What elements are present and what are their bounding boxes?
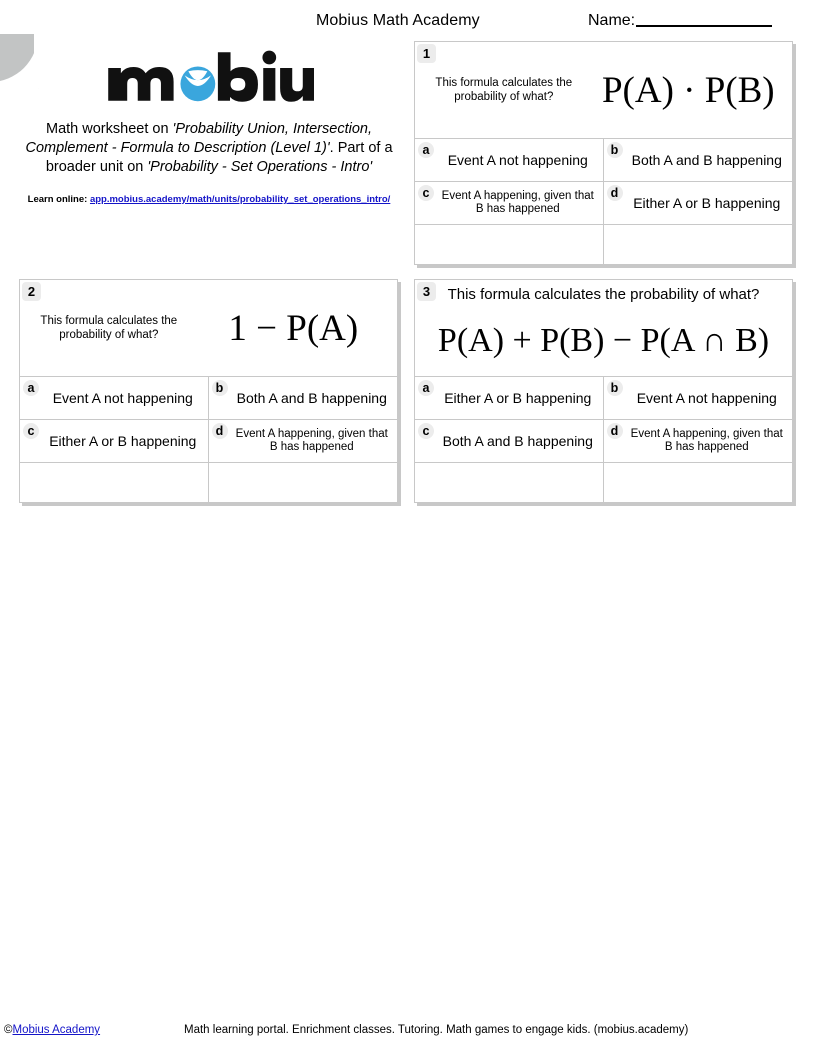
footer-tagline: Math learning portal. Enrichment classes. Tutoring. Math games to engage kids. (mobius.academy): [184, 1024, 689, 1036]
answer-option-a[interactable]: [20, 377, 209, 420]
answer-blank-cell-right: [209, 463, 398, 503]
question-number-badge: 3: [417, 282, 436, 301]
answer-options-grid: [415, 377, 792, 503]
option-letter-badge: b: [607, 380, 623, 396]
answer-blank-cell-left: [20, 463, 209, 503]
name-field-group: [588, 12, 772, 30]
learn-online-link[interactable]: app.mobius.academy/math/units/probability_set_operations_intro/: [89, 194, 391, 205]
option-label: Event A not happening: [636, 390, 777, 406]
answer-blank-cell-right: [604, 463, 793, 503]
question-prompt: This formula calculates the probability of what?: [447, 286, 760, 303]
option-label: Both A and B happening: [442, 433, 593, 449]
question-card: [414, 41, 793, 265]
page-title: Mobius Math Academy: [316, 12, 480, 29]
option-letter-badge: d: [607, 185, 623, 201]
copyright-link[interactable]: Mobius Academy: [12, 1024, 101, 1036]
option-label: Either A or B happening: [633, 195, 781, 211]
description-topic: 'Probability Union, Intersection, Complement - Formula to Description (Level 1)': [25, 121, 372, 156]
option-letter-badge: d: [212, 423, 228, 439]
question-formula: P(A) + P(B) − P(A ∩ B): [437, 322, 770, 359]
option-label: Both A and B happening: [631, 152, 782, 168]
answer-option-b[interactable]: [604, 139, 793, 182]
question-card: [19, 279, 398, 503]
question-formula: 1 − P(A): [228, 307, 359, 349]
name-label: Name:: [588, 12, 636, 29]
answer-options-grid: [415, 139, 792, 265]
question-number-badge: 2: [22, 282, 41, 301]
intro-block: [14, 48, 404, 205]
answer-option-d[interactable]: [604, 420, 793, 463]
answer-blank-cell-right: [604, 225, 793, 265]
page-footer: [0, 1024, 815, 1044]
answer-option-d[interactable]: [209, 420, 398, 463]
answer-option-b[interactable]: [209, 377, 398, 420]
question-number-badge: 1: [417, 44, 436, 63]
answer-option-a[interactable]: [415, 139, 604, 182]
answer-option-c[interactable]: [415, 420, 604, 463]
question-prompt: This formula calculates the probability of what?: [435, 77, 573, 103]
answer-option-d[interactable]: [604, 182, 793, 225]
option-letter-badge: a: [418, 380, 434, 396]
question-head: [415, 280, 792, 377]
answer-options-grid: [20, 377, 397, 503]
option-letter-badge: a: [23, 380, 39, 396]
answer-option-c[interactable]: [415, 182, 604, 225]
copyright-symbol: ©: [4, 1024, 13, 1036]
option-label: Either A or B happening: [444, 390, 592, 406]
learn-online-line: [14, 194, 404, 205]
option-letter-badge: b: [212, 380, 228, 396]
option-label: Event A happening, given that B has happened: [630, 428, 783, 453]
option-label: Event A not happening: [447, 152, 588, 168]
answer-option-b[interactable]: [604, 377, 793, 420]
name-write-line[interactable]: [636, 25, 772, 27]
question-prompt: This formula calculates the probability of what?: [40, 315, 178, 341]
option-label: Both A and B happening: [236, 390, 387, 406]
option-label: Event A happening, given that B has happened: [441, 190, 594, 215]
description-middle: . Part of a broader unit on: [45, 140, 393, 175]
option-letter-badge: d: [607, 423, 623, 439]
option-letter-badge: a: [418, 142, 434, 158]
option-label: Event A not happening: [52, 390, 193, 406]
option-letter-badge: c: [418, 185, 434, 201]
question-head: [415, 42, 792, 139]
option-letter-badge: c: [23, 423, 39, 439]
description-lead: Math worksheet on: [46, 121, 173, 137]
answer-option-c[interactable]: [20, 420, 209, 463]
option-letter-badge: b: [607, 142, 623, 158]
mobius-logo: [104, 48, 315, 106]
worksheet-description: [14, 120, 404, 177]
answer-option-a[interactable]: [415, 377, 604, 420]
description-unit: 'Probability - Set Operations - Intro': [147, 159, 373, 175]
question-head: [20, 280, 397, 377]
learn-online-label: Learn online:: [27, 194, 88, 205]
question-card: [414, 279, 793, 503]
option-label: Either A or B happening: [49, 433, 197, 449]
answer-blank-cell-left: [415, 463, 604, 503]
question-formula: P(A) · P(B): [601, 69, 775, 111]
copyright-block: [4, 1024, 100, 1036]
option-label: Event A happening, given that B has happened: [235, 428, 388, 453]
option-letter-badge: c: [418, 423, 434, 439]
answer-blank-cell-left: [415, 225, 604, 265]
